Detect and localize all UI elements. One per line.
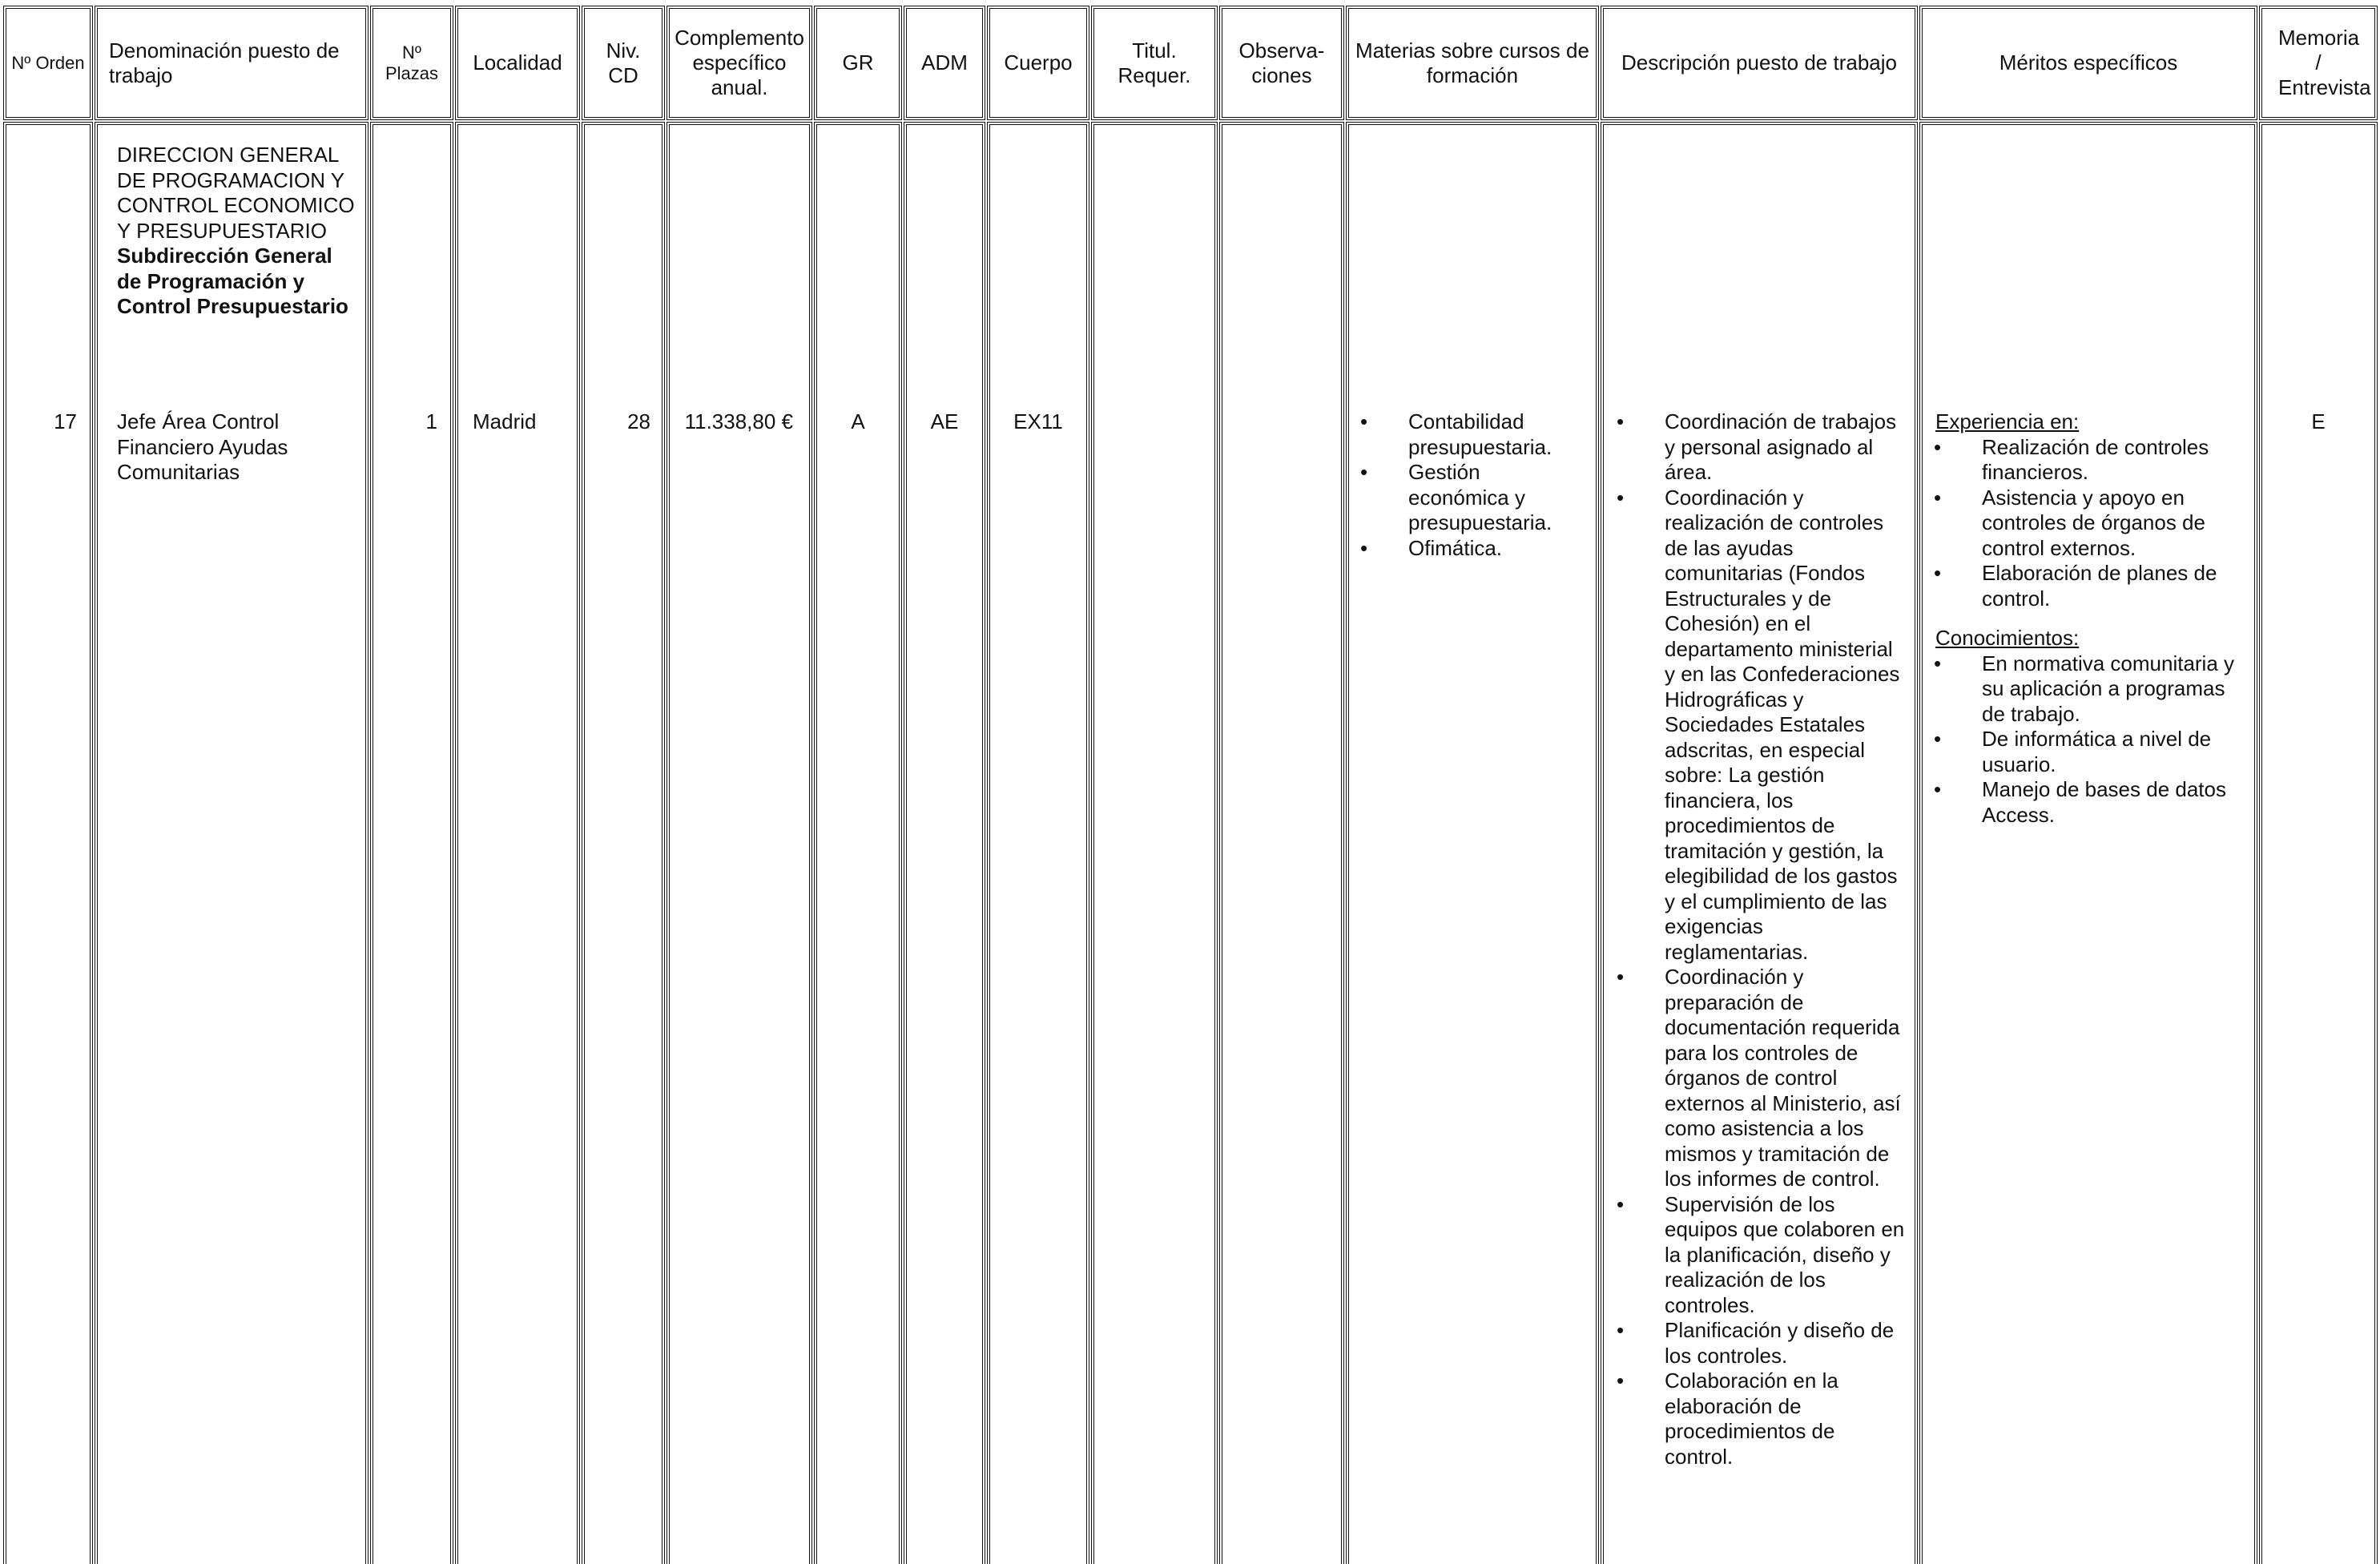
header-gr-text: GR <box>842 50 874 75</box>
descripcion-item: • Coordinación de trabajos y personal asignado al área. <box>1610 409 1907 486</box>
header-memoria <box>2259 6 2378 120</box>
header-titulacion <box>1091 6 1218 120</box>
orden-value: 17 <box>54 409 77 433</box>
descripcion-item: • Coordinación y realización de controles de las ayudas comunitarias (Fondos Estructurales y de Cohesión) en el departamento ministerial y en las Confederaciones Hidrográficas y Sociedades Estatales adscritas, en especial sobre: La gestión financiera, los procedimientos de tramitación y gestión, la elegibilidad de los gastos y el cumplimiento de las exigencias reglamentarias. <box>1610 486 1907 965</box>
conocimientos-label: Conocimientos: <box>1935 626 2080 650</box>
header-adm-text: ADM <box>921 50 968 75</box>
cell-memoria <box>2259 122 2378 1564</box>
experiencia-item: • Realización de controles financieros. <box>1927 435 2252 486</box>
cell-titulacion <box>1091 122 1218 1564</box>
header-orden <box>3 6 93 120</box>
header-memoria-text: Memoria / Entrevista <box>2278 26 2371 99</box>
cell-localidad <box>455 122 580 1564</box>
complemento-value: 11.338,80 € <box>684 409 793 433</box>
conocimientos-item: • Manejo de bases de datos Access. <box>1927 777 2252 828</box>
cuerpo-value: EX11 <box>1013 409 1063 433</box>
conocimientos-item: • En normativa comunitaria y su aplicación a programas de trabajo. <box>1927 651 2252 728</box>
materias-item: • Contabilidad presupuestaria. <box>1354 409 1586 460</box>
cell-descripcion <box>1601 122 1918 1564</box>
conocimientos-item: • De informática a nivel de usuario. <box>1927 727 2252 777</box>
experiencia-list <box>1927 435 2252 612</box>
descripcion-list <box>1610 409 1907 1469</box>
header-materias <box>1346 6 1599 120</box>
header-titulacion-text: Titul. Requer. <box>1118 38 1191 87</box>
header-meritos <box>1919 6 2257 120</box>
header-descripcion <box>1601 6 1918 120</box>
cell-gr <box>814 122 902 1564</box>
nivel-value: 28 <box>627 409 650 433</box>
plazas-value: 1 <box>425 409 437 433</box>
direccion-general: DIRECCION GENERAL DE PROGRAMACION Y CONTROL ECONOMICO Y PRESUPUESTARIO <box>117 143 355 243</box>
memoria-value: E <box>2311 409 2326 433</box>
header-complemento <box>666 6 812 120</box>
header-complemento-text: Complemento específico anual. <box>675 26 804 99</box>
header-denominacion-text: Denominación puesto de trabajo <box>109 38 340 87</box>
descripcion-item: • Colaboración en la elaboración de procedimientos de control. <box>1610 1368 1907 1469</box>
descripcion-item: • Supervisión de los equipos que colaboren en la planificación, diseño y realización de los controles. <box>1610 1192 1907 1319</box>
localidad-value: Madrid <box>473 409 537 433</box>
cell-complemento <box>666 122 812 1564</box>
header-localidad <box>455 6 580 120</box>
cell-nivel <box>582 122 665 1564</box>
header-plazas <box>370 6 453 120</box>
subdireccion-general: Subdirección General de Programación y Control Presupuestario <box>117 244 348 318</box>
meritos-block <box>1935 409 2252 828</box>
cell-observaciones <box>1219 122 1344 1564</box>
cell-adm <box>904 122 985 1564</box>
cell-meritos <box>1919 122 2257 1564</box>
header-denominacion <box>95 6 368 120</box>
gr-value: A <box>851 409 865 433</box>
conocimientos-list <box>1927 651 2252 828</box>
header-plazas-text: Nº Plazas <box>385 42 439 83</box>
cell-cuerpo <box>987 122 1089 1564</box>
header-descripcion-text: Descripción puesto de trabajo <box>1621 50 1897 75</box>
adm-value: AE <box>930 409 959 433</box>
experiencia-item: • Elaboración de planes de control. <box>1927 561 2252 611</box>
cell-orden <box>3 122 93 1564</box>
experiencia-item: • Asistencia y apoyo en controles de órganos de control externos. <box>1927 486 2252 562</box>
header-observaciones <box>1219 6 1344 120</box>
descripcion-item: • Planificación y diseño de los controles. <box>1610 1318 1907 1368</box>
header-cuerpo-text: Cuerpo <box>1004 50 1073 75</box>
unit-block <box>117 143 357 320</box>
header-nivel <box>582 6 665 120</box>
denominacion-value: Jefe Área Control Financiero Ayudas Comunitarias <box>117 409 288 484</box>
materias-item: • Ofimática. <box>1354 536 1586 562</box>
header-nivel-text: Niv. CD <box>606 38 641 87</box>
header-gr <box>814 6 902 120</box>
experiencia-label: Experiencia en: <box>1935 409 2080 433</box>
materias-item: • Gestión económica y presupuestaria. <box>1354 460 1586 536</box>
header-cuerpo <box>987 6 1089 120</box>
header-localidad-text: Localidad <box>473 50 562 75</box>
header-orden-text: Nº Orden <box>11 52 85 73</box>
header-meritos-text: Méritos específicos <box>1999 50 2178 75</box>
cell-materias <box>1346 122 1599 1564</box>
header-adm <box>904 6 985 120</box>
header-materias-text: Materias sobre cursos de formación <box>1355 38 1589 87</box>
materias-list <box>1354 409 1586 561</box>
header-observaciones-text: Observa-ciones <box>1238 38 1325 87</box>
cell-plazas <box>370 122 453 1564</box>
cell-denominacion <box>95 122 368 1564</box>
descripcion-item: • Coordinación y preparación de documentación requerida para los controles de órganos de control externos al Ministerio, así como asistencia a los mismos y tramitación de los informes de control. <box>1610 965 1907 1192</box>
